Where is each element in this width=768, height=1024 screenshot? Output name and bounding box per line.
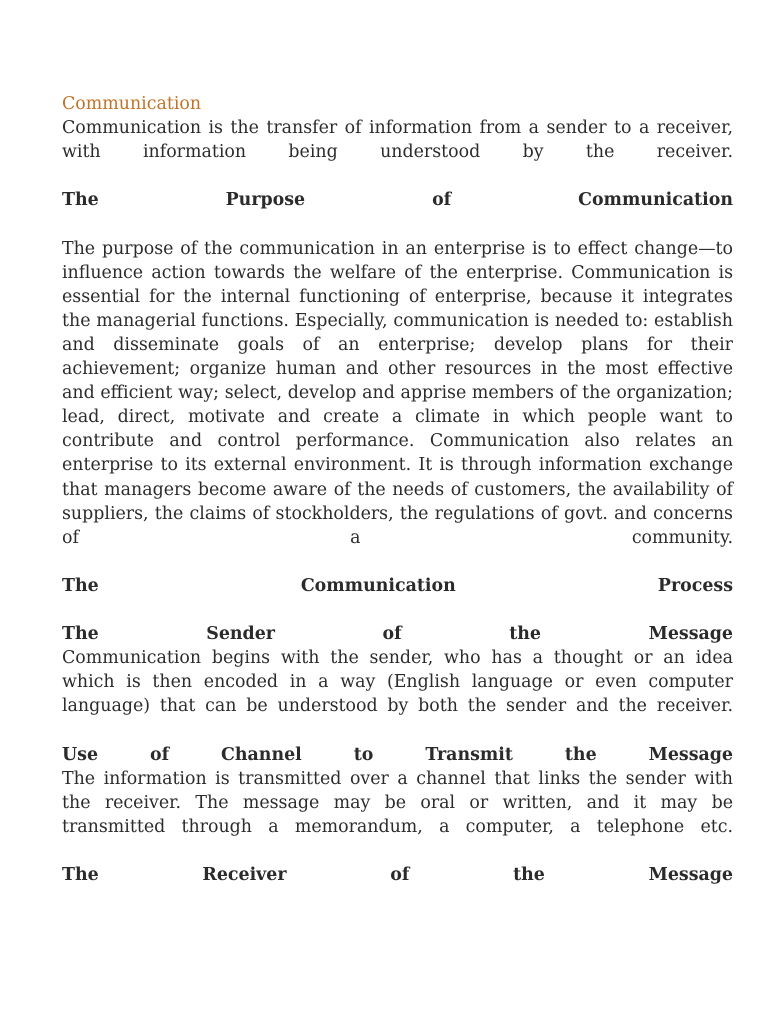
spacer — [62, 598, 733, 622]
heading-receiver: The Receiver of the Message — [62, 865, 733, 885]
document-page — [62, 92, 733, 887]
spacer — [62, 839, 733, 863]
sender-paragraph: Communication begins with the sender, who has a thought or an idea which is then encoded in a way (English language or even computer language) that can be understood by both the sender and the receiver. — [62, 648, 733, 717]
purpose-paragraph: The purpose of the communication in an enterprise is to effect change—to influence action towards the welfare of the enterprise. Communication is essential for the internal functioning of enterprise, because it integrates the managerial functions. Especially, communication is needed to: establish and disseminate goals of an enterprise; develop plans for their achievement; organize human and other resources in the most effective and efficient way; select, develop and apprise members of the organization; lead, direct, motivate and create a climate in which people want to contribute and control performance. Communication also relates an enterprise to its external environment. It is through information exchange that managers become aware of the needs of customers, the availability of suppliers, the claims of stockholders, the regulations of govt. and concerns of a community. — [62, 238, 733, 548]
heading-channel: Use of Channel to Transmit the Message — [62, 744, 733, 765]
heading-purpose: The Purpose of Communication — [62, 190, 733, 211]
spacer — [62, 212, 733, 236]
spacer — [62, 164, 733, 188]
heading-sender: The Sender of the Message — [62, 624, 733, 645]
document-title: Communication — [62, 94, 202, 114]
heading-process: The Communication Process — [62, 575, 733, 596]
spacer — [62, 718, 733, 742]
spacer — [62, 550, 733, 574]
intro-paragraph: Communication is the transfer of information from a sender to a receiver, with information being understood by the receiver. — [62, 118, 733, 163]
channel-paragraph: The information is transmitted over a channel that links the sender with the receiver. The message may be oral or written, and it may be transmitted through a memorandum, a computer, a telephone etc. — [62, 768, 733, 837]
